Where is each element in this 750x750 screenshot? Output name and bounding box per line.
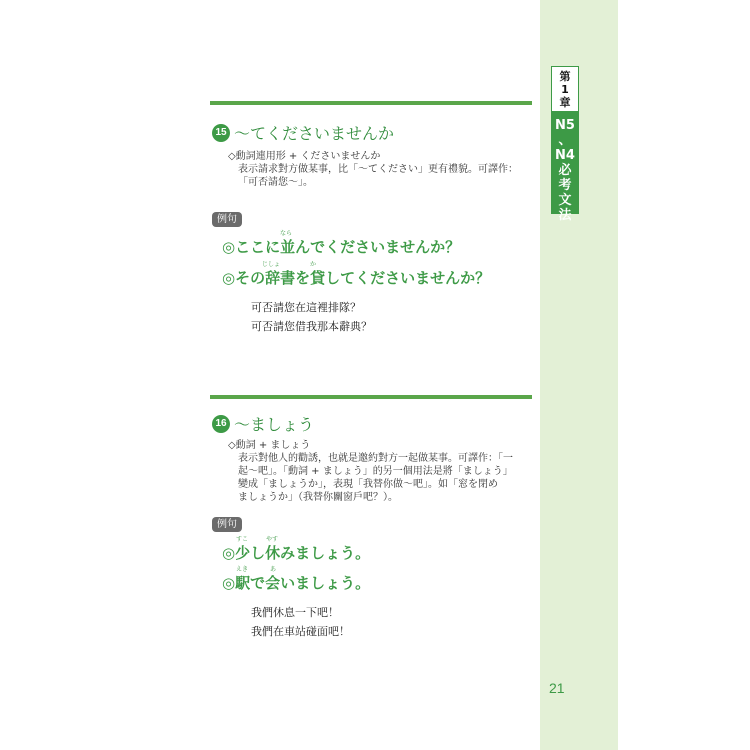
chapter-title-label: N5 、 N4 必 考 文 法: [551, 112, 579, 214]
section-divider: [210, 101, 532, 105]
example-sentence: なら ◎ここに並んでくださいませんか？: [222, 230, 461, 256]
furigana: じしょ: [262, 261, 281, 268]
translation: 可否請您借我那本辭典？: [251, 320, 372, 333]
section-divider: [210, 395, 532, 399]
example-label: 例句: [212, 212, 242, 227]
furigana: すこ: [236, 536, 249, 543]
grammar-pattern: ◇動詞 + ましょう: [228, 440, 311, 451]
section-number-badge: 15: [212, 124, 230, 142]
furigana: なら: [280, 230, 293, 237]
example-sentence: すこ やす ◎少し休みましょう。: [222, 536, 371, 562]
furigana: えき: [236, 566, 249, 573]
grammar-explanation: ◇動詞 + ましょう 表示對他人的勸誘，也就是邀約對方一起做某事。可譯作：「一 起～吧」。「動詞 + ましょう」的另一個用法是將「ましょう」 變成「ましょうか」，表現「我替你做～吧」。如「窓を閉め ましょうか」（我替你關窗戶吧？）。: [228, 440, 513, 503]
chapter-tab: [551, 66, 579, 223]
translation: 我們在車站碰面吧！: [251, 625, 350, 638]
example-sentence: じしょ か ◎その辞書を貸してくださいませんか？: [222, 261, 491, 287]
furigana: あ: [270, 566, 277, 573]
chapter-number-label: 第 1 章: [551, 66, 579, 112]
furigana: やす: [266, 536, 279, 543]
example-sentence: えき あ ◎駅で会いましょう。: [222, 566, 371, 592]
furigana: か: [310, 261, 317, 268]
example-label: 例句: [212, 517, 242, 532]
translation: 可否請您在這裡排隊？: [251, 301, 361, 314]
section-title: ～ましょう: [234, 415, 315, 434]
section-title: ～てくださいませんか: [234, 124, 395, 143]
grammar-pattern: ◇動詞連用形 + くださいませんか: [228, 151, 381, 162]
grammar-explanation: ◇動詞連用形 + くださいませんか 表示請求對方做某事，比「～てください」更有禮貌。可譯作： 「可否請您～」。: [228, 151, 518, 188]
section-number-badge: 16: [212, 415, 230, 433]
page-number: 21: [549, 680, 565, 696]
translation: 我們休息一下吧！: [251, 606, 339, 619]
